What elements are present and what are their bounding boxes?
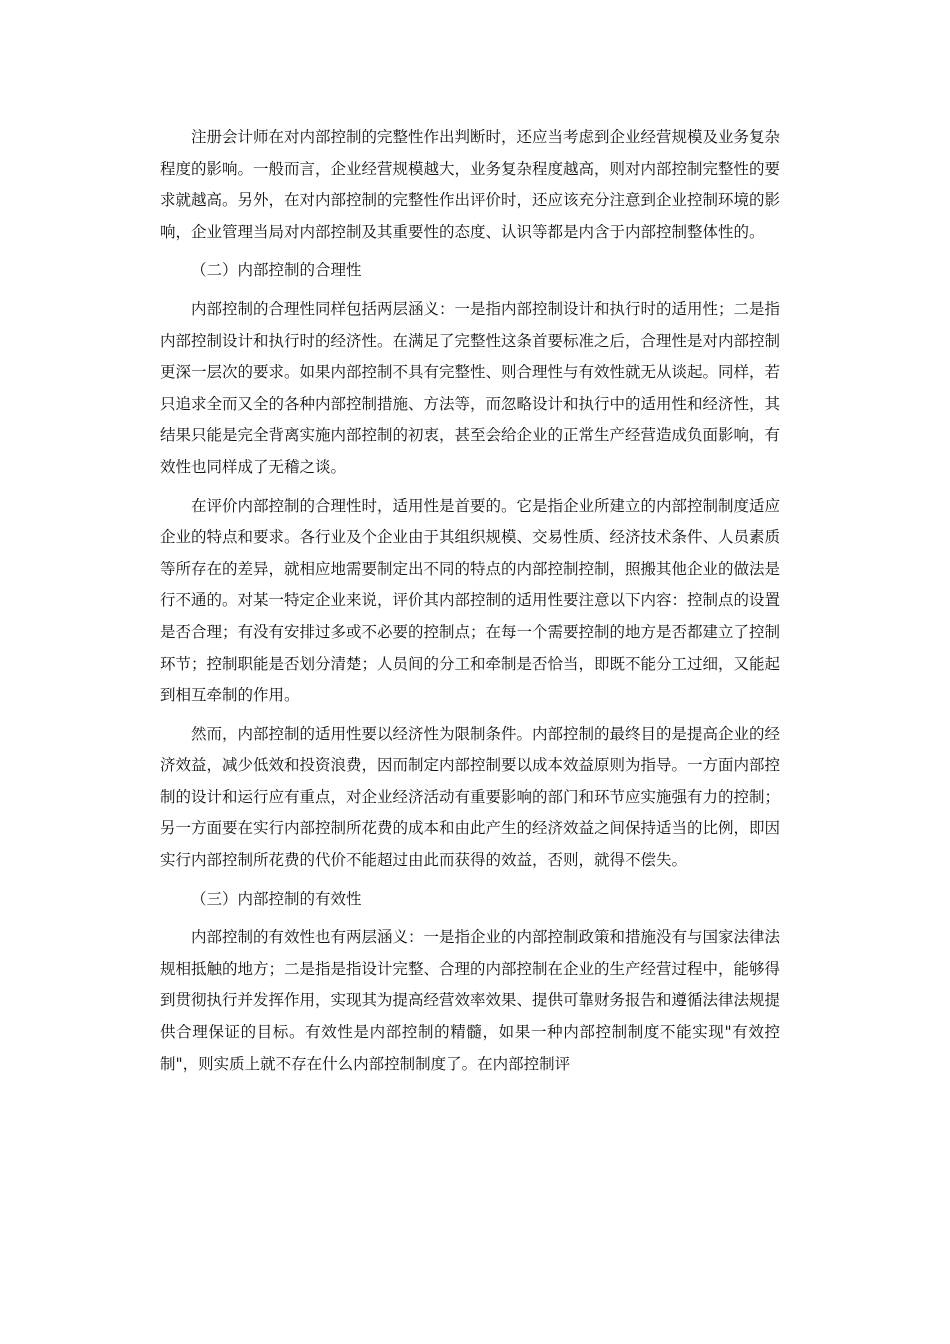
paragraph-completeness-judgment: 注册会计师在对内部控制的完整性作出判断时，还应当考虑到企业经营规模及业务复杂程度的影响。一般而言，企业经营规模越大，业务复杂程度越高，则对内部控制完整性的要求就越高。另外，在对内部控制的完整性作出评价时，还应该充分注意到企业控制环境的影响，企业管理当局对内部控制及其重要性的态度、认识等都是内含于内部控制整体性的。: [160, 128, 781, 241]
document-page: [160, 122, 780, 1087]
paragraph-effectiveness-meaning: 内部控制的有效性也有两层涵义：一是指企业的内部控制政策和措施没有与国家法律法规相抵触的地方；二是指是指设计完整、合理的内部控制在企业的生产经营过程中，能够得到贯彻执行并发挥作用，实现其为提高经营效率效果、提供可靠财务报告和遵循法律法规提供合理保证的目标。有效性是内部控制的精髓，如果一种内部控制制度不能实现"有效控制"，则实质上就不存在什么内部控制制度了。在内部控制评: [160, 928, 781, 1073]
paragraph-economy: 然而，内部控制的适用性要以经济性为限制条件。内部控制的最终目的是提高企业的经济效益，减少低效和投资浪费，因而制定内部控制要以成本效益原则为指导。一方面内部控制的设计和运行应有重点，对企业经济活动有重要影响的部门和环节应实施强有力的控制；另一方面要在实行内部控制所花费的成本和由此产生的经济效益之间保持适当的比例，即因实行内部控制所花费的代价不能超过由此而获得的效益，否则，就得不偿失。: [160, 724, 781, 870]
section-heading-effectiveness: （三）内部控制的有效性: [191, 889, 362, 908]
section-heading-reasonableness: （二）内部控制的合理性: [191, 261, 362, 280]
paragraph-applicability: 在评价内部控制的合理性时，适用性是首要的。它是指企业所建立的内部控制制度适应企业的特点和要求。各行业及个企业由于其组织规模、交易性质、经济技术条件、人员素质等所存在的差异，就相应地需要制定出不同的特点的内部控制控制，照搬其他企业的做法是行不通的。对某一特定企业来说，评价其内部控制的适用性要注意以下内容：控制点的设置是否合理；有没有安排过多或不必要的控制点；在每一个需要控制的地方是否都建立了控制环节；控制职能是否划分清楚；人员间的分工和牵制是否恰当，即既不能分工过细，又能起到相互牵制的作用。: [160, 496, 781, 705]
paragraph-reasonableness-meaning: 内部控制的合理性同样包括两层涵义：一是指内部控制设计和执行时的适用性；二是指内部控制设计和执行时的经济性。在满足了完整性这条首要标准之后，合理性是对内部控制更深一层次的要求。如果内部控制不具有完整性、则合理性与有效性就无从谈起。同样，若只追求全而又全的各种内部控制措施、方法等，而忽略设计和执行中的适用性和经济性，其结果只能是完全背离实施内部控制的初衷，甚至会给企业的正常生产经营造成负面影响，有效性也同样成了无稽之谈。: [160, 299, 781, 476]
